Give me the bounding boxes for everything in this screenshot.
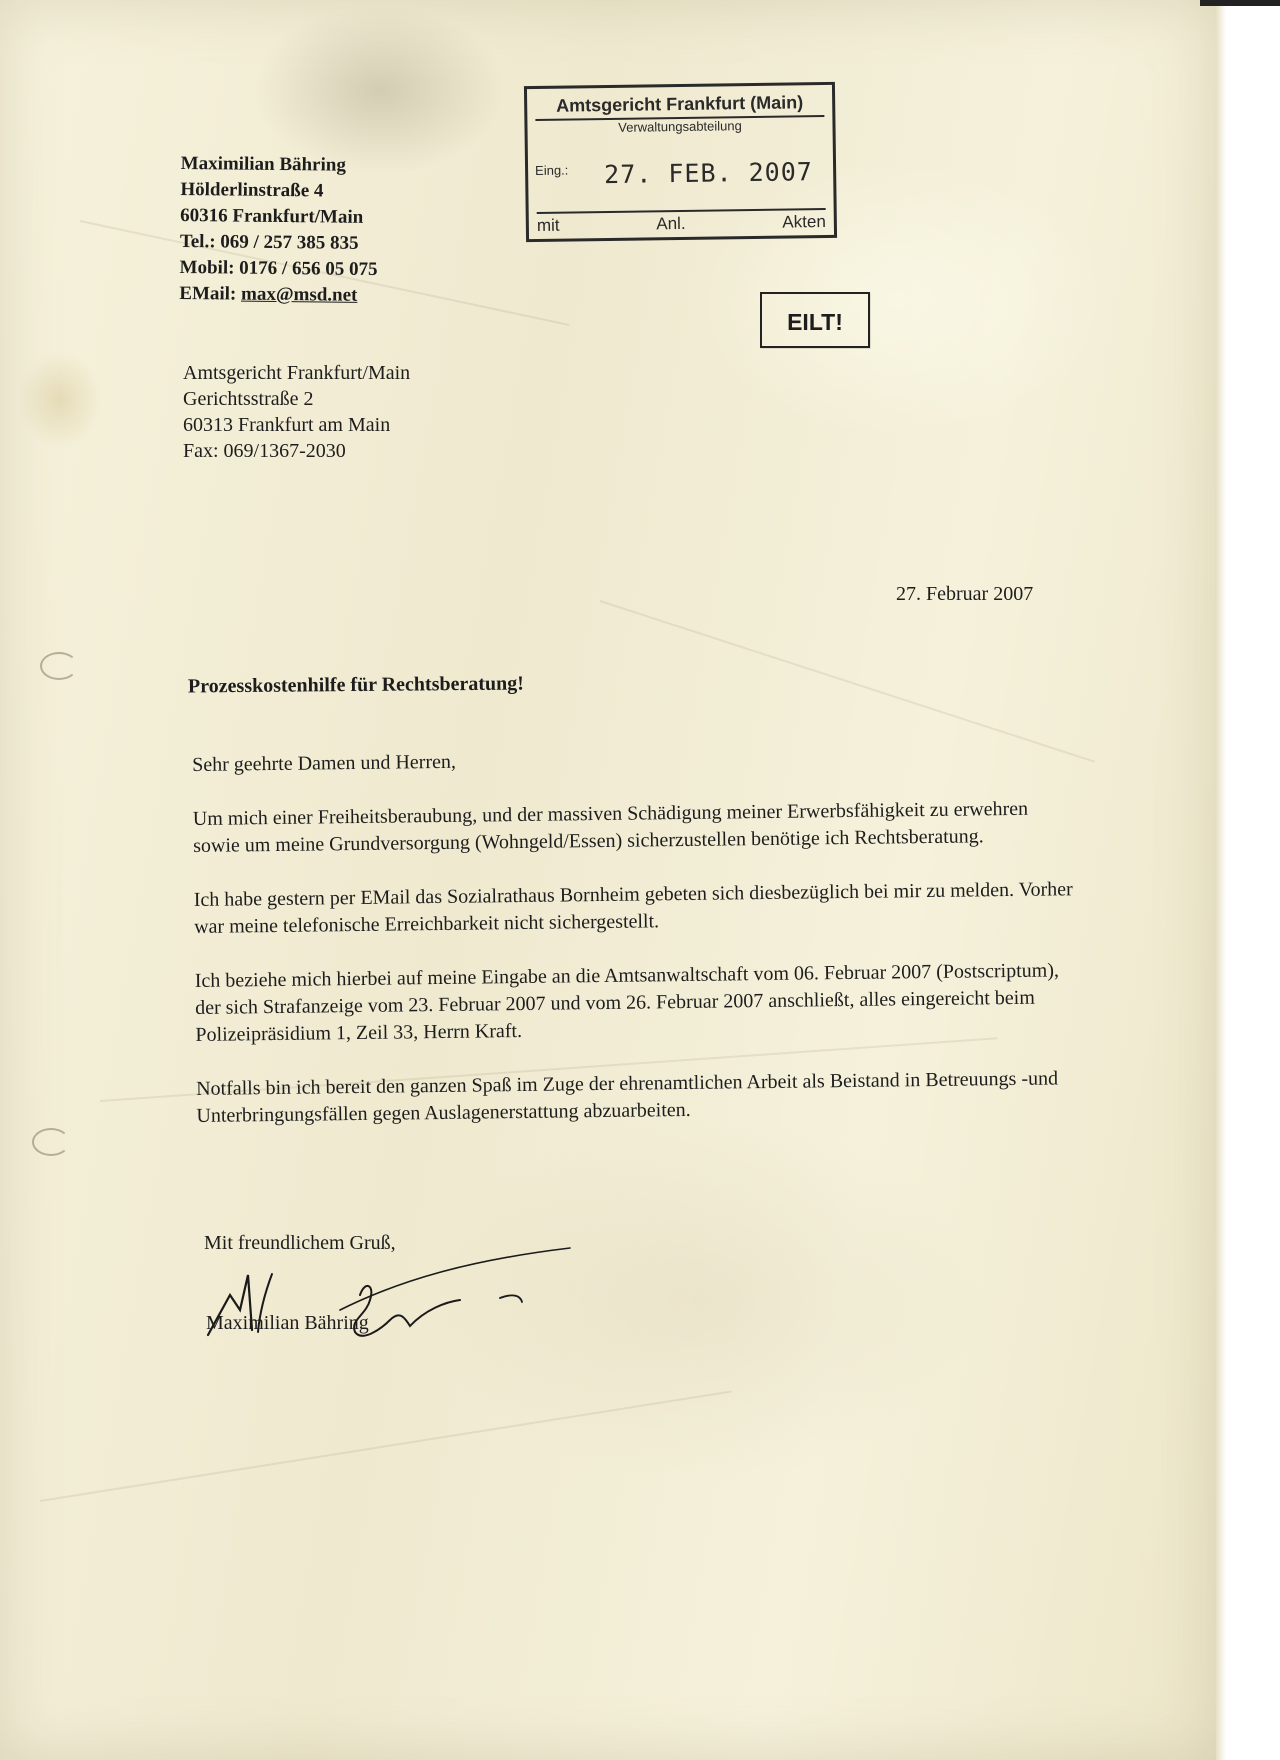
scanner-edge bbox=[1200, 0, 1280, 6]
signer-name: Maximilian Bähring bbox=[206, 1312, 369, 1334]
letter-body bbox=[192, 741, 1077, 1157]
salutation: Sehr geehrte Damen und Herren, bbox=[192, 750, 457, 776]
paper-edge bbox=[1216, 0, 1226, 1760]
sender-email-line bbox=[179, 281, 377, 309]
recipient-fax: Fax: 069/1367-2030 bbox=[183, 440, 346, 462]
stamp-attachments-label: Anl. bbox=[656, 213, 686, 234]
sender-email-link[interactable]: max@msd.net bbox=[240, 283, 358, 306]
stamp-department: Verwaltungsabteilung bbox=[618, 118, 742, 135]
sender-street: Hölderlinstraße 4 bbox=[180, 178, 324, 202]
sender-city: 60316 Frankfurt/Main bbox=[180, 204, 364, 228]
sender-mobile: Mobil: 0176 / 656 05 075 bbox=[179, 256, 378, 281]
stamp-court: Amtsgericht Frankfurt (Main) bbox=[535, 89, 824, 121]
stamp-received-date: 27. FEB. 2007 bbox=[603, 157, 814, 190]
stamp-with-label: mit bbox=[536, 215, 560, 236]
sender-email-label: EMail: bbox=[179, 282, 242, 305]
letter-subject: Prozesskostenhilfe für Rechtsberatung! bbox=[187, 672, 524, 698]
recipient-name: Amtsgericht Frankfurt/Main bbox=[183, 362, 411, 384]
handwritten-signature bbox=[200, 1240, 580, 1350]
stamp-files-label: Akten bbox=[782, 211, 826, 232]
stamp-footer bbox=[537, 208, 826, 236]
paragraph: Ich beziehe mich hierbei auf meine Eingabe an die Amtsanwaltschaft vom 06. Februar 2007 (Postscriptum), der sich Strafanzeige vom 23. Februar 2007 und vom 26. Februar 2007 anschließt, alles eingereicht beim Polizeipräsidium 1, Zeil 33, Herrn Kraft. bbox=[194, 959, 1060, 1046]
received-stamp bbox=[524, 82, 837, 242]
stamp-received-label: Eing.: bbox=[535, 162, 569, 179]
recipient-street: Gerichtsstraße 2 bbox=[183, 388, 314, 410]
paragraph: Notfalls bin ich bereit den ganzen Spaß im Zuge der ehrenamtlichen Arbeit als Beistand in Betreuungs -und Unterbringungsfällen gegen Auslagenerstattung abzuarbeiten. bbox=[195, 1067, 1059, 1127]
recipient-city: 60313 Frankfurt am Main bbox=[183, 414, 391, 436]
sender-phone: Tel.: 069 / 257 385 835 bbox=[179, 230, 359, 254]
recipient-address bbox=[183, 360, 410, 464]
letter-date: 27. Februar 2007 bbox=[896, 583, 1034, 605]
paragraph: Um mich einer Freiheitsberaubung, und der massiven Schädigung meiner Erwerbsfähigkeit zu erwehren sowie um meine Grundversorgung (Wohngeld/Essen) sicherzustellen benötige ich Rechtsberatung. bbox=[192, 797, 1029, 857]
paragraph: Ich habe gestern per EMail das Sozialrathaus Bornheim gebeten sich diesbezüglich bei mir zu melden. Vorher war meine telefonische Erreichbarkeit nicht sichergestellt. bbox=[193, 878, 1073, 938]
punch-hole bbox=[40, 652, 78, 680]
punch-hole bbox=[32, 1128, 70, 1156]
sender-address bbox=[179, 151, 379, 309]
closing: Mit freundlichem Gruß, bbox=[204, 1232, 396, 1254]
urgent-label: EILT! bbox=[760, 292, 870, 348]
sender-name: Maximilian Bähring bbox=[180, 152, 347, 176]
